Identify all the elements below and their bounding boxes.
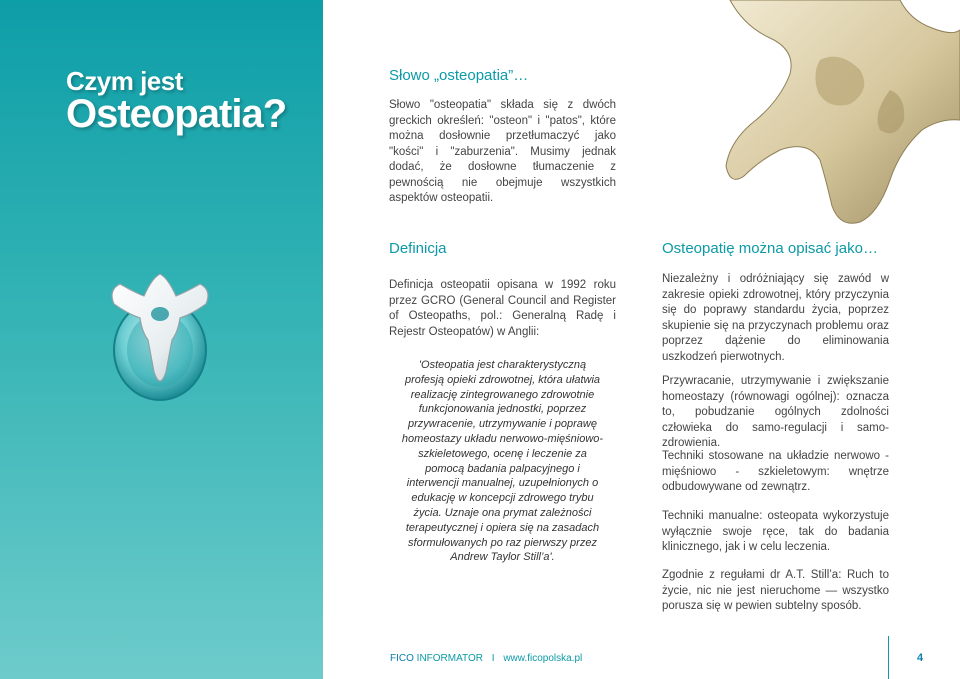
title-line-2: Osteopatia? (66, 92, 287, 136)
footer (390, 653, 582, 664)
footer-publication: INFORMATOR (416, 653, 483, 664)
word-heading: Słowo „osteopatia”… (389, 67, 529, 84)
footer-website-link[interactable]: www.ficopolska.pl (503, 653, 583, 664)
describe-paragraph-3: Techniki stosowane na układzie nerwowo - mięśniowo - szkieletowym: wnętrze odbudowywane od zewnątrz. (662, 450, 889, 493)
definition-quote: 'Osteopatia jest charakterystyczną profesją opieki zdrowotnej, która ułatwia realizację zintegrowanego zdrowotnie funkcjonowania jednostki, poprzez przywracenie, utrzymywanie i poprawę homeostazy układu nerwowo-mięśniowo-szkieletowego, ocenę i leczenie za pomocą badania palpacyjnego i interwencji manualnej, uzupełnionych o edukację w koncepcji zdrowego trybu życia. Uznaje ona prymat zależności terapeutycznej i opiera się na zasadach sformułowanych po raz pierwszy przez Andrew Taylor Still’a'. (401, 359, 604, 564)
describe-paragraph-2: Przywracanie, utrzymywanie i zwiększanie homeostazy (równowagi ogólnej): oznacza to, pobudzanie ogólnych zdolności człowieka do samo-regulacji i samo-zdrowienia. (662, 375, 889, 449)
vertebra-logo-icon (100, 262, 220, 412)
title-line-1: Czym jest (66, 66, 183, 96)
describe-paragraph-4: Techniki manualne: osteopata wykorzystuje wyłącznie swoje ręce, tak do badania klinicznego, jak i w celu leczenia. (662, 510, 889, 553)
describe-paragraph-1: Niezależny i odróżniający się zawód w zakresie opieki zdrowotnej, który przyczynia się do poprawy standardu życia, poprzez skupienie się na przyczynach problemu oraz poprzez dążenie do eliminowania uszkodzeń pierwotnych. (662, 273, 889, 363)
footer-brand: FICO (390, 653, 414, 664)
bone-photo-icon (700, 0, 960, 230)
sidebar-panel (0, 0, 323, 679)
definition-heading: Definicja (389, 240, 447, 257)
word-body: Słowo "osteopatia" składa się z dwóch greckich określeń: "osteon" i "patos", które można dosłownie przetłumaczyć jako "kości" i "zaburzenia". Musimy jednak dodać, że dosłowne tłumaczenie z pewnością nie obejmuje wszystkich aspektów osteopatii. (389, 99, 616, 204)
describe-heading: Osteopatię można opisać jako… (662, 240, 878, 257)
describe-paragraph-5: Zgodnie z regułami dr A.T. Still’a: Ruch to życie, nic nie jest nieruchome — wszystko porusza się w pewien subtelny sposób. (662, 569, 889, 612)
page-number: 4 (917, 652, 924, 664)
footer-separator: I (491, 653, 495, 664)
footer-divider (888, 636, 889, 679)
definition-body: Definicja osteopatii opisana w 1992 roku przez GCRO (General Council and Register of Osteopaths, pol.: Generalną Radę i Rejestr Osteopatów) w Anglii: (389, 279, 616, 338)
